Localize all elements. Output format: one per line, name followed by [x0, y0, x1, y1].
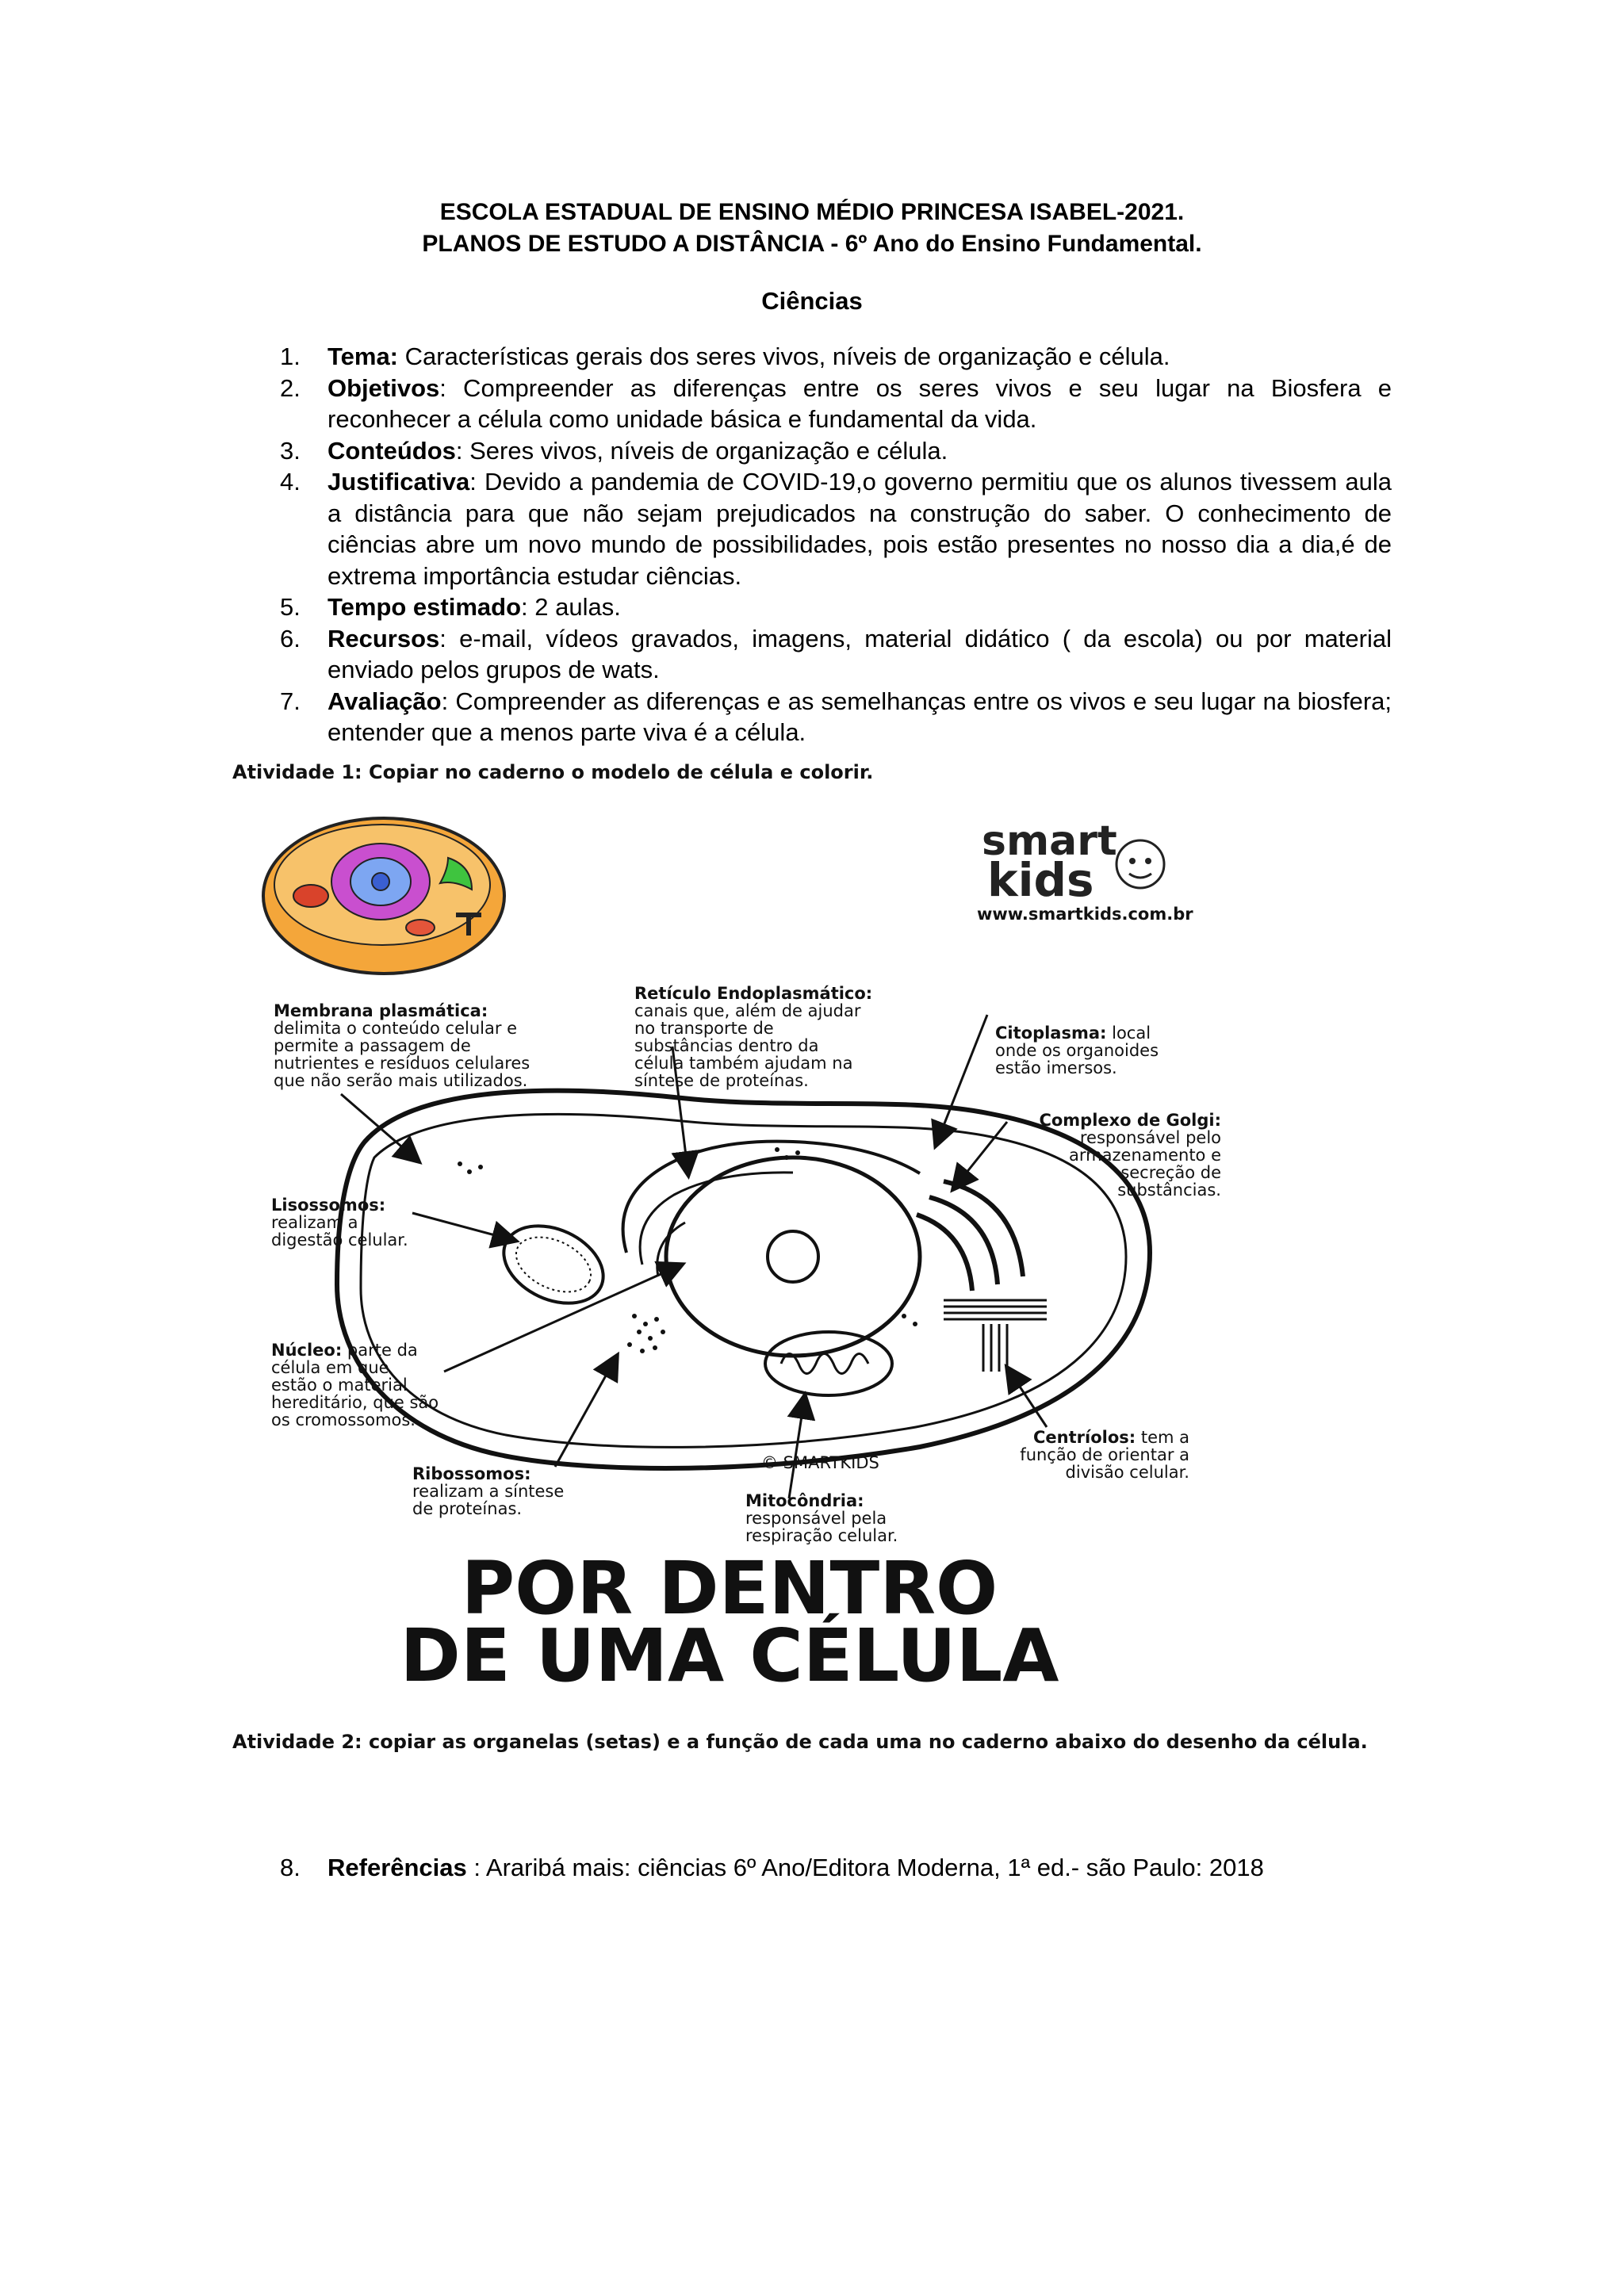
svg-text:Complexo de Golgi:: Complexo de Golgi: [1039, 1111, 1221, 1130]
logo-word-smart: smart [982, 817, 1117, 865]
item-text: : Compreender as diferenças e as semelhanças entre os vivos e seu lugar na biosfera; entender que a menos parte viva é a célula. [327, 687, 1392, 746]
item-text: : Devido a pandemia de COVID-19,o governo permitiu que os alunos tivessem aula a distância para que não sejam prejudicados na construção do saber. O conhecimento de ciências abre um novo mundo de possibilidades, pois estão presentes no nosso dia a dia,é de extrema importância estudar ciências. [327, 468, 1392, 590]
item-number: 8. [280, 1854, 301, 1881]
smartkids-logo [977, 817, 1193, 924]
plan-item-tempo [280, 591, 1392, 623]
svg-text:hereditário, que são: hereditário, que são [271, 1393, 439, 1412]
item-text: Características gerais dos seres vivos, níveis de organização e célula. [398, 342, 1170, 370]
subject-title: Ciências [761, 287, 863, 315]
svg-text:onde os organoides: onde os organoides [995, 1041, 1159, 1060]
item-number: 3. [280, 436, 301, 465]
svg-text:estão imersos.: estão imersos. [995, 1058, 1117, 1077]
cell-diagram [254, 809, 1237, 1689]
plan-subtitle: PLANOS DE ESTUDO A DISTÂNCIA - 6º Ano do Ensino Fundamental. [422, 231, 1202, 257]
plan-item-justificativa [280, 466, 1392, 591]
svg-text:Centríolos: tem a: Centríolos: tem a [1033, 1428, 1189, 1447]
svg-text:digestão celular.: digestão celular. [271, 1230, 408, 1249]
label-reticulo [634, 984, 872, 1090]
svg-text:Membrana plasmática:: Membrana plasmática: [274, 1001, 488, 1020]
svg-text:célula em que: célula em que [271, 1358, 389, 1377]
item-text: : Seres vivos, níveis de organização e célula. [455, 436, 948, 465]
svg-text:secreção de: secreção de [1120, 1163, 1221, 1182]
item-label: Conteúdos [327, 436, 456, 465]
item-label: Justificativa [327, 468, 470, 496]
references [280, 1854, 1264, 1882]
cell-outline-drawing [337, 1091, 1150, 1468]
svg-text:que não serão mais utilizados.: que não serão mais utilizados. [274, 1071, 528, 1090]
item-number: 5. [280, 593, 301, 621]
svg-text:Ribossomos:: Ribossomos: [412, 1464, 531, 1483]
svg-text:estão o material: estão o material [271, 1376, 408, 1395]
plan-item-conteudos [280, 435, 1392, 467]
item-label: Recursos [327, 624, 440, 652]
item-text: : Araribá mais: ciências 6º Ano/Editora Moderna, 1ª ed.- são Paulo: 2018 [466, 1854, 1264, 1881]
plan-item-objetivos [280, 373, 1392, 435]
colored-cell-illustration [263, 818, 504, 974]
item-number: 4. [280, 468, 301, 496]
item-label: Tempo estimado [327, 593, 522, 621]
copyright-mark: © SMARTKIDS [761, 1453, 879, 1472]
svg-text:respiração celular.: respiração celular. [745, 1526, 898, 1545]
label-nucleo [271, 1341, 439, 1429]
item-label: Tema: [327, 342, 399, 370]
label-mitocondria [745, 1491, 898, 1545]
svg-text:os cromossomos.: os cromossomos. [271, 1410, 416, 1429]
svg-text:permite a passagem de: permite a passagem de [274, 1036, 471, 1055]
svg-text:Citoplasma: local: Citoplasma: local [995, 1024, 1151, 1043]
label-ribossomos [412, 1464, 564, 1518]
svg-text:função de orientar a: função de orientar a [1020, 1445, 1189, 1464]
activity-1-instruction: Atividade 1: Copiar no caderno o modelo de célula e colorir. [232, 761, 874, 783]
label-golgi [1039, 1111, 1221, 1200]
label-lisossomos [271, 1196, 408, 1249]
plan-item-recursos [280, 623, 1392, 686]
logo-word-kids: kids [987, 853, 1094, 907]
svg-text:de proteínas.: de proteínas. [412, 1499, 523, 1518]
svg-text:síntese de proteínas.: síntese de proteínas. [634, 1071, 809, 1090]
svg-text:Mitocôndria:: Mitocôndria: [745, 1491, 864, 1510]
svg-text:Núcleo: parte da: Núcleo: parte da [271, 1341, 418, 1360]
svg-text:realizam a síntese: realizam a síntese [412, 1482, 565, 1501]
diagram-title-line1: POR DENTRO [461, 1546, 998, 1631]
item-text: : 2 aulas. [521, 593, 621, 621]
document-header [0, 197, 1624, 260]
activity-2-instruction: Atividade 2: copiar as organelas (setas) e a função de cada uma no caderno abaixo do desenho da célula. [232, 1731, 1368, 1753]
svg-text:no transporte de: no transporte de [634, 1019, 774, 1038]
svg-text:armazenamento e: armazenamento e [1069, 1146, 1221, 1165]
svg-text:canais que, além de ajudar: canais que, além de ajudar [634, 1001, 861, 1020]
svg-text:Lisossomos:: Lisossomos: [271, 1196, 386, 1215]
school-name: ESCOLA ESTADUAL DE ENSINO MÉDIO PRINCESA ISABEL-2021. [439, 199, 1185, 225]
svg-text:responsável pela: responsável pela [745, 1509, 887, 1528]
label-membrana [274, 1001, 530, 1090]
item-text: : Compreender as diferenças entre os seres vivos e seu lugar na Biosfera e reconhecer a célula como unidade básica e fundamental da vida. [327, 373, 1392, 433]
svg-text:célula também ajudam na: célula também ajudam na [634, 1054, 853, 1073]
item-number: 7. [280, 687, 301, 715]
item-label: Avaliação [327, 687, 442, 715]
svg-text:responsável pelo: responsável pelo [1079, 1128, 1221, 1147]
item-text: : e-mail, vídeos gravados, imagens, material didático ( da escola) ou por material enviado pelos grupos de wats. [327, 624, 1392, 683]
label-citoplasma [995, 1024, 1159, 1077]
plan-item-tema [280, 341, 1392, 373]
svg-text:realizam a: realizam a [271, 1213, 358, 1232]
logo-url: www.smartkids.com.br [977, 905, 1193, 924]
item-number: 2. [280, 373, 301, 402]
svg-text:substâncias dentro da: substâncias dentro da [634, 1036, 819, 1055]
svg-text:nutrientes e resíduos celulare: nutrientes e resíduos celulares [274, 1054, 530, 1073]
svg-text:substâncias.: substâncias. [1117, 1181, 1221, 1200]
diagram-title-line2: DE UMA CÉLULA [400, 1613, 1059, 1689]
label-centriolos [1020, 1428, 1189, 1482]
mascot-face-icon [1116, 840, 1164, 888]
item-number: 6. [280, 624, 301, 652]
svg-text:delimita o conteúdo celular e: delimita o conteúdo celular e [274, 1019, 518, 1038]
item-label: Objetivos [327, 373, 440, 402]
svg-text:divisão celular.: divisão celular. [1065, 1463, 1189, 1482]
item-label: Referências [327, 1854, 467, 1881]
svg-text:Retículo Endoplasmático:: Retículo Endoplasmático: [634, 984, 873, 1003]
plan-item-avaliacao [280, 686, 1392, 748]
study-plan-list [280, 341, 1392, 748]
item-number: 1. [280, 342, 301, 370]
